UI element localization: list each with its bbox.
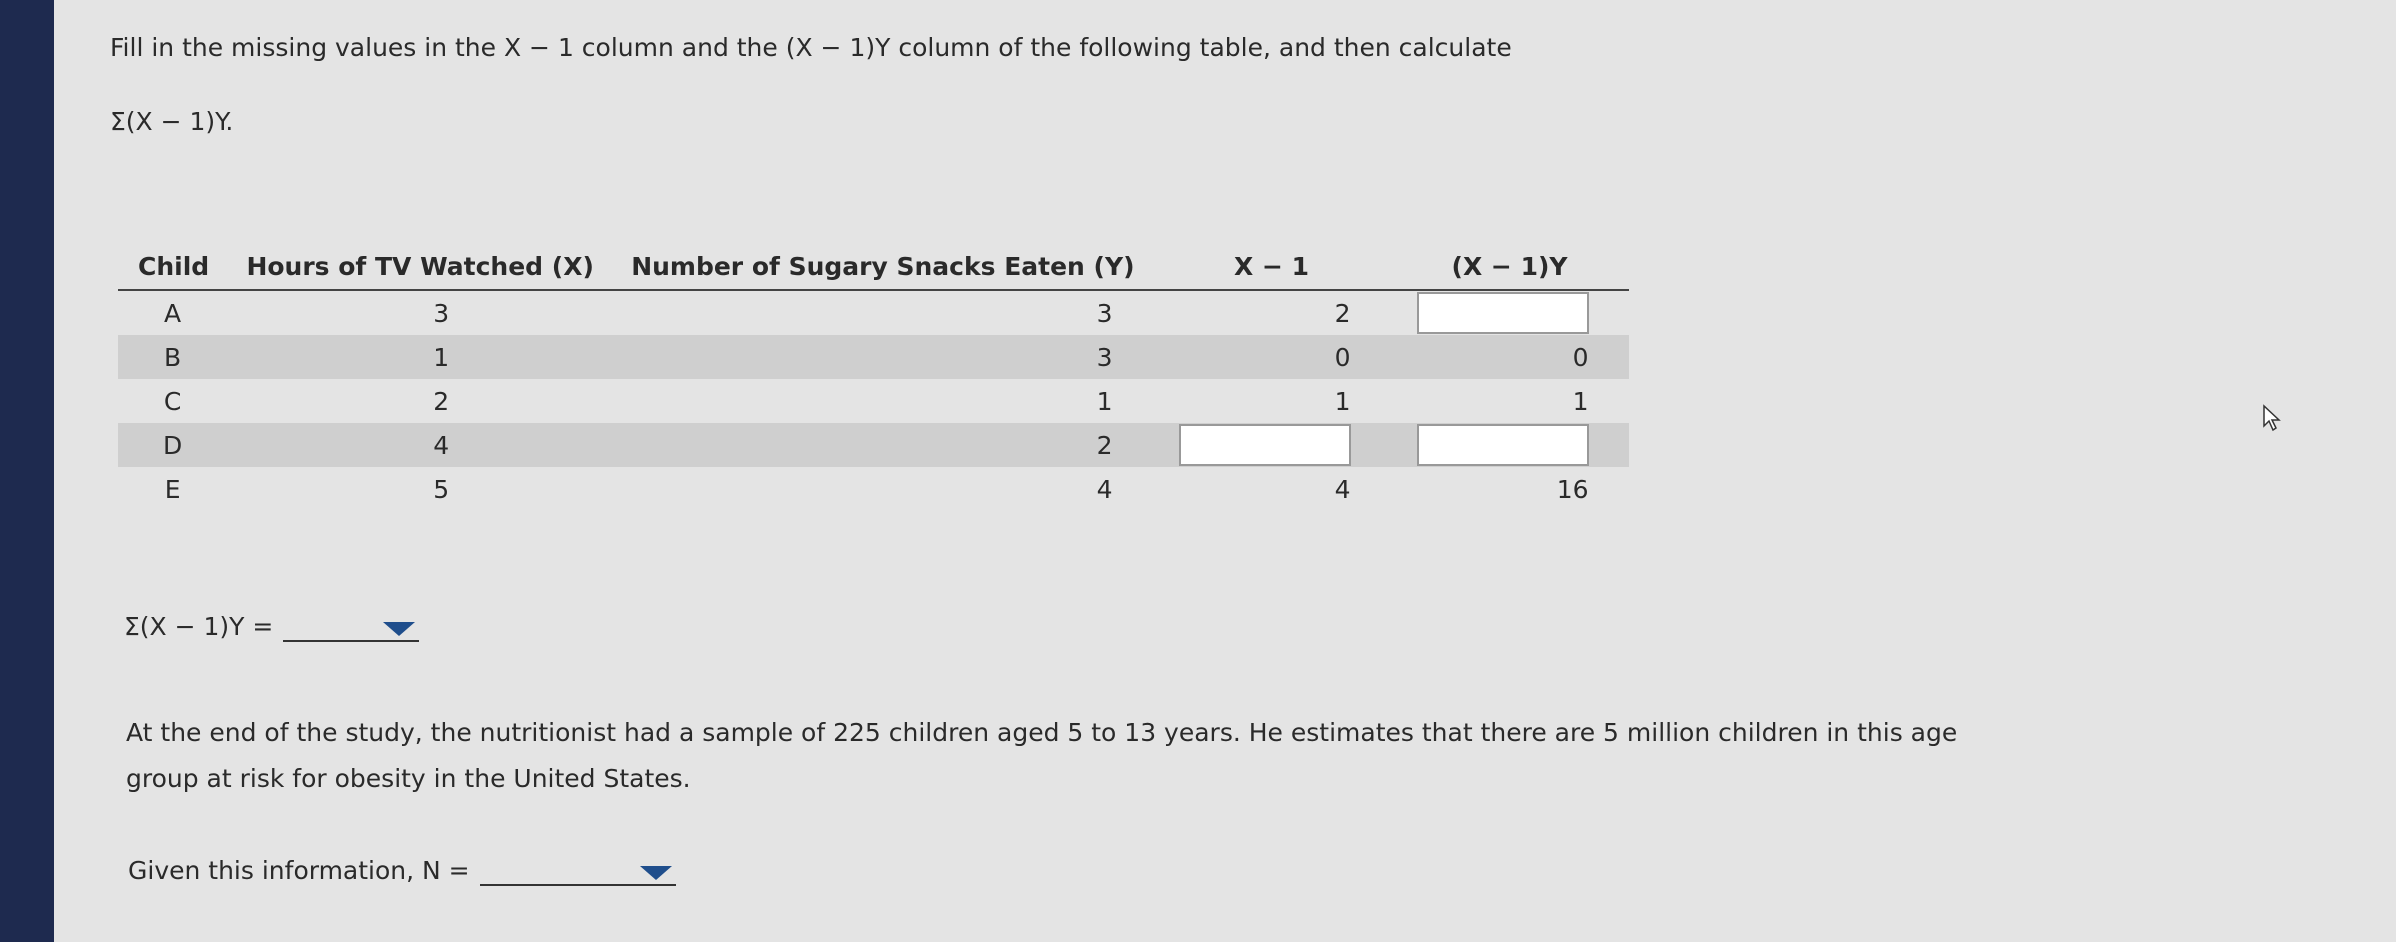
question-line-2: Σ(X − 1)Y. (110, 107, 234, 136)
answer-box-d-xm1y[interactable] (1417, 424, 1589, 466)
cell-x-minus-1: 2 (1334, 298, 1351, 328)
answer-box-d-xm1[interactable] (1179, 424, 1351, 466)
cell-x-minus-1-y (1391, 423, 1629, 467)
cell-x-minus-1 (1153, 423, 1391, 467)
cell-x-minus-1-y: 0 (1391, 335, 1629, 379)
question-prompt (110, 24, 1610, 146)
table-header-row (118, 246, 1629, 290)
cell-child: E (164, 474, 181, 504)
question-line-1: Fill in the missing values in the X − 1 column and the (X − 1)Y column of the following table, and then calculate (110, 33, 1512, 62)
table-row (118, 467, 1629, 511)
cell-x-minus-1: 1 (1334, 386, 1351, 416)
header-child: Child (118, 246, 227, 290)
table-row (118, 423, 1629, 467)
mouse-pointer-icon (2262, 404, 2284, 432)
table-row (118, 290, 1629, 335)
cell-y: 2 (613, 423, 1152, 467)
table-row (118, 379, 1629, 423)
header-x-minus-1-y: (X − 1)Y (1391, 246, 1629, 290)
cell-y: 3 (613, 335, 1152, 379)
study-paragraph: At the end of the study, the nutritionist had a sample of 225 children aged 5 to 13 years. He estimates that there are 5 million children in this age group at risk for obesity in the United States. (126, 718, 1958, 793)
cell-x: 1 (227, 335, 613, 379)
cell-y: 4 (1096, 474, 1113, 504)
answer-box-a-xm1y[interactable] (1417, 292, 1589, 334)
table-row (118, 335, 1629, 379)
cell-x-minus-1-y: 16 (1556, 474, 1589, 504)
sum-answer-row (124, 610, 419, 642)
cell-x-minus-1: 0 (1153, 335, 1391, 379)
left-sidebar (0, 0, 54, 942)
n-dropdown[interactable] (480, 854, 676, 886)
sum-label: Σ(X − 1)Y = (124, 611, 274, 641)
header-hours-tv: Hours of TV Watched (X) (227, 246, 613, 290)
data-table (118, 246, 1629, 511)
given-n-row (128, 854, 676, 886)
cell-y: 1 (1096, 386, 1113, 416)
cell-y: 3 (1096, 298, 1113, 328)
dropdown-arrow-icon (640, 866, 672, 880)
dropdown-arrow-icon (383, 622, 415, 636)
cell-x: 4 (227, 423, 613, 467)
cell-child: C (163, 386, 182, 416)
cell-x: 2 (433, 386, 450, 416)
header-sugary-snacks: Number of Sugary Snacks Eaten (Y) (613, 246, 1152, 290)
cell-x: 3 (433, 298, 450, 328)
cell-x: 5 (433, 474, 450, 504)
given-label: Given this information, N = (128, 855, 470, 885)
cell-x-minus-1-y (1391, 290, 1629, 335)
sum-dropdown[interactable] (283, 610, 419, 642)
cell-child: B (118, 335, 227, 379)
cell-child: D (118, 423, 227, 467)
cell-x-minus-1-y: 1 (1572, 386, 1589, 416)
cell-x-minus-1: 4 (1334, 474, 1351, 504)
cell-child: A (164, 298, 182, 328)
header-x-minus-1: X − 1 (1153, 246, 1391, 290)
